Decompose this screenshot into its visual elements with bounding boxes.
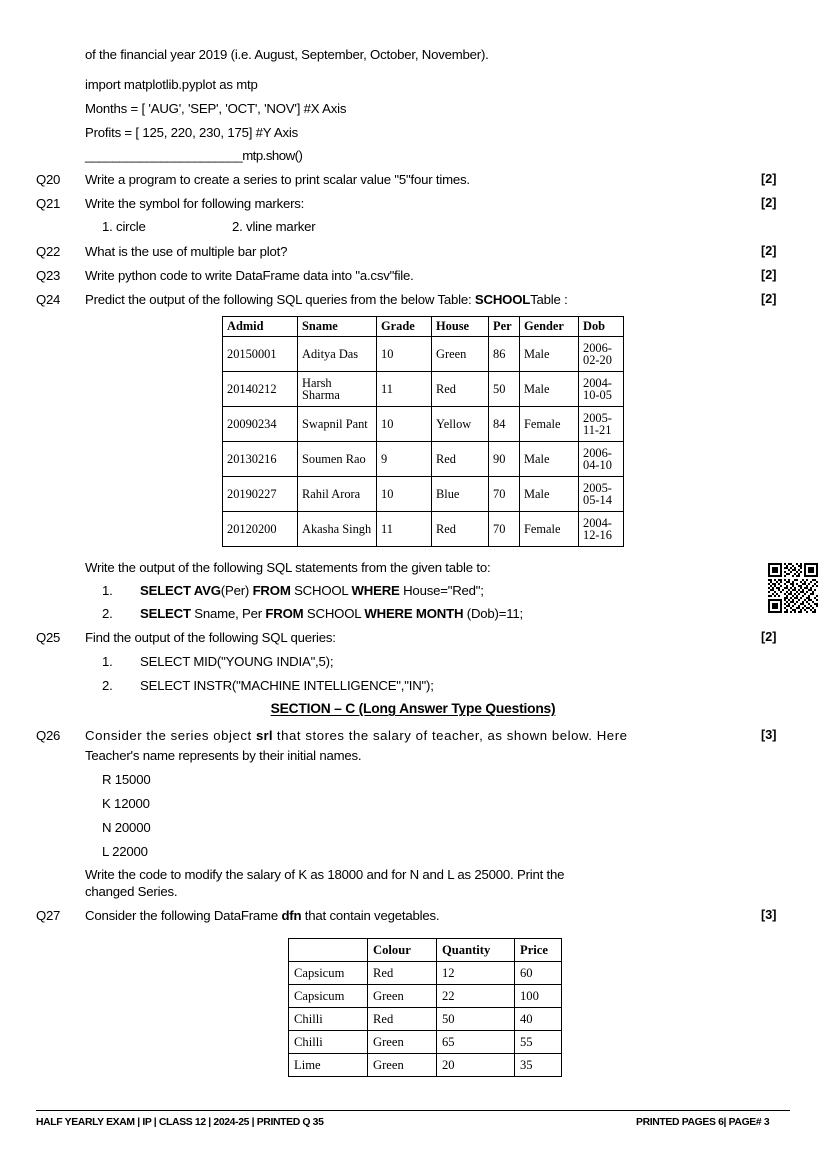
marks-q21: [2]	[761, 196, 777, 210]
question-number-q21: Q21	[36, 196, 61, 211]
school-table	[222, 316, 624, 547]
question-number-q27: Q27	[36, 908, 61, 923]
marks-q25: [2]	[761, 630, 777, 644]
table-row	[289, 1031, 562, 1054]
cell-sname: Rahil Arora	[298, 477, 377, 512]
question-number-q20: Q20	[36, 172, 61, 187]
cell-gender: Male	[520, 442, 579, 477]
q26-series-item-2: K 12000	[102, 796, 150, 811]
marks-q23: [2]	[761, 268, 777, 282]
cell-house: Blue	[432, 477, 489, 512]
question-text-q25: Find the output of the following SQL queries:	[85, 630, 336, 645]
cell-index: Chilli	[289, 1031, 368, 1054]
cell-house: Red	[432, 372, 489, 407]
table-row	[223, 372, 624, 407]
cell-quantity: 20	[437, 1054, 515, 1077]
question-number-q25: Q25	[36, 630, 61, 645]
cell-house: Red	[432, 512, 489, 547]
q25-item-1-text: SELECT MID("YOUNG INDIA",5);	[140, 654, 334, 669]
cell-price: 55	[515, 1031, 562, 1054]
school-col-dob: Dob	[579, 317, 624, 337]
cell-price: 60	[515, 962, 562, 985]
sql-text: (Dob)=11;	[466, 606, 523, 621]
q21-item-1: 1. circle	[102, 219, 146, 234]
table-row	[289, 962, 562, 985]
veg-col-colour: Colour	[368, 939, 437, 962]
cell-gender: Male	[520, 372, 579, 407]
cell-admid: 20120200	[223, 512, 298, 547]
cell-colour: Green	[368, 1054, 437, 1077]
cell-sname: Swapnil Pant	[298, 407, 377, 442]
question-text-q26-line2: Teacher's name represents by their initial names.	[85, 748, 362, 763]
cell-gender: Male	[520, 337, 579, 372]
q26-text-after: that stores the salary of teacher, as shown below. Here	[272, 728, 628, 743]
table-row	[223, 512, 624, 547]
marks-q22: [2]	[761, 244, 777, 258]
qr-code-icon	[768, 563, 818, 613]
cell-per: 50	[489, 372, 520, 407]
cell-gender: Male	[520, 477, 579, 512]
cell-dob: 2004-12-16	[579, 512, 624, 547]
table-row	[289, 985, 562, 1008]
q24-statement-2	[140, 606, 523, 621]
table-row	[223, 477, 624, 512]
sql-keyword: FROM	[265, 606, 307, 621]
intro-line-1: of the financial year 2019 (i.e. August, September, October, November).	[85, 47, 489, 62]
question-text-q27	[85, 908, 439, 923]
cell-admid: 20140212	[223, 372, 298, 407]
cell-colour: Red	[368, 1008, 437, 1031]
cell-dob: 2006-04-10	[579, 442, 624, 477]
question-text-q22: What is the use of multiple bar plot?	[85, 244, 288, 259]
cell-admid: 20150001	[223, 337, 298, 372]
marks-q26: [3]	[761, 728, 777, 742]
sql-keyword: FROM	[252, 583, 295, 598]
school-col-gender: Gender	[520, 317, 579, 337]
q24-text-before: Predict the output of the following SQL queries from the below Table:	[85, 292, 475, 307]
question-number-q24: Q24	[36, 292, 61, 307]
q24-statement-2-number: 2.	[102, 606, 113, 621]
q26-series-name: srl	[255, 728, 273, 743]
sql-keyword: SELECT AVG	[140, 583, 221, 598]
q25-item-1-number: 1.	[102, 654, 113, 669]
section-c-heading	[0, 701, 826, 716]
q21-item-2: 2. vline marker	[232, 219, 316, 234]
cell-price: 100	[515, 985, 562, 1008]
cell-grade: 9	[377, 442, 432, 477]
intro-line-2: import matplotlib.pyplot as mtp	[85, 77, 258, 92]
sql-text: Sname, Per	[194, 606, 266, 621]
cell-per: 86	[489, 337, 520, 372]
veg-col-index	[289, 939, 368, 962]
school-col-grade: Grade	[377, 317, 432, 337]
cell-admid: 20090234	[223, 407, 298, 442]
q26-series-item-3: N 20000	[102, 820, 151, 835]
marks-q24: [2]	[761, 292, 777, 306]
sql-text: SCHOOL	[306, 606, 365, 621]
sql-text: House="Red";	[403, 583, 484, 598]
veg-col-quantity: Quantity	[437, 939, 515, 962]
q24-table-name: SCHOOL	[474, 292, 531, 307]
cell-dob: 2005-11-21	[579, 407, 624, 442]
section-c-title: SECTION – C	[270, 701, 356, 716]
q24-prompt: Write the output of the following SQL statements from the given table to:	[85, 560, 491, 575]
school-col-per: Per	[489, 317, 520, 337]
cell-dob: 2004-10-05	[579, 372, 624, 407]
cell-grade: 10	[377, 337, 432, 372]
sql-keyword: SELECT	[140, 606, 195, 621]
question-text-q20: Write a program to create a series to print scalar value "5"four times.	[85, 172, 470, 187]
q26-series-item-1: R 15000	[102, 772, 151, 787]
q26-text-before: Consider the series object	[85, 728, 256, 743]
cell-per: 90	[489, 442, 520, 477]
cell-index: Chilli	[289, 1008, 368, 1031]
cell-colour: Red	[368, 962, 437, 985]
cell-quantity: 65	[437, 1031, 515, 1054]
question-text-q24	[85, 292, 568, 307]
q27-text-after: that contain vegetables.	[301, 908, 440, 923]
question-text-q26-line1	[85, 728, 740, 743]
blank-fill-line: _______________________mtp.show()	[85, 148, 303, 163]
cell-colour: Green	[368, 1031, 437, 1054]
question-number-q22: Q22	[36, 244, 61, 259]
vegetables-dataframe-table	[288, 938, 562, 1077]
cell-per: 84	[489, 407, 520, 442]
cell-price: 35	[515, 1054, 562, 1077]
q27-dataframe-name: dfn	[281, 908, 302, 923]
question-number-q23: Q23	[36, 268, 61, 283]
cell-grade: 10	[377, 477, 432, 512]
cell-admid: 20130216	[223, 442, 298, 477]
cell-quantity: 12	[437, 962, 515, 985]
q25-item-2-text: SELECT INSTR("MACHINE INTELLIGENCE","IN");	[140, 678, 434, 693]
cell-grade: 11	[377, 512, 432, 547]
cell-house: Yellow	[432, 407, 489, 442]
cell-sname: Harsh Sharma	[298, 372, 377, 407]
cell-sname: Akasha Singh	[298, 512, 377, 547]
school-col-house: House	[432, 317, 489, 337]
cell-per: 70	[489, 477, 520, 512]
q26-series-item-4: L 22000	[102, 844, 148, 859]
cell-per: 70	[489, 512, 520, 547]
cell-grade: 11	[377, 372, 432, 407]
cell-dob: 2005-05-14	[579, 477, 624, 512]
q26-instruction-line1: Write the code to modify the salary of K as 18000 and for N and L as 25000. Print the	[85, 867, 565, 882]
marks-q27: [3]	[761, 908, 777, 922]
question-number-q26: Q26	[36, 728, 61, 743]
footer-left-text: HALF YEARLY EXAM | IP | CLASS 12 | 2024-25 | PRINTED Q 35	[36, 1117, 324, 1128]
footer-right-text: PRINTED PAGES 6| PAGE# 3	[636, 1117, 770, 1128]
table-row	[289, 1054, 562, 1077]
cell-sname: Aditya Das	[298, 337, 377, 372]
q24-statement-1	[140, 583, 484, 598]
table-row	[289, 1008, 562, 1031]
q25-item-2-number: 2.	[102, 678, 113, 693]
cell-index: Capsicum	[289, 985, 368, 1008]
school-col-sname: Sname	[298, 317, 377, 337]
table-row	[223, 407, 624, 442]
cell-grade: 10	[377, 407, 432, 442]
section-c-subtitle: (Long Answer Type Questions)	[355, 701, 556, 716]
intro-line-4: Profits = [ 125, 220, 230, 175] #Y Axis	[85, 125, 298, 140]
footer-divider	[36, 1110, 790, 1111]
cell-gender: Female	[520, 512, 579, 547]
q26-instruction-line2: changed Series.	[85, 884, 178, 899]
cell-price: 40	[515, 1008, 562, 1031]
sql-keyword: WHERE	[351, 583, 404, 598]
veg-col-price: Price	[515, 939, 562, 962]
table-row	[223, 442, 624, 477]
q24-text-after: Table :	[530, 292, 568, 307]
cell-dob: 2006-02-20	[579, 337, 624, 372]
cell-admid: 20190227	[223, 477, 298, 512]
cell-quantity: 50	[437, 1008, 515, 1031]
sql-keyword: WHERE MONTH	[364, 606, 467, 621]
table-row	[223, 337, 624, 372]
sql-text: SCHOOL	[294, 583, 352, 598]
q24-statement-1-number: 1.	[102, 583, 113, 598]
question-text-q23: Write python code to write DataFrame data into "a.csv"file.	[85, 268, 414, 283]
cell-quantity: 22	[437, 985, 515, 1008]
cell-index: Capsicum	[289, 962, 368, 985]
cell-house: Red	[432, 442, 489, 477]
cell-house: Green	[432, 337, 489, 372]
sql-text: (Per)	[220, 583, 253, 598]
intro-line-3: Months = [ 'AUG', 'SEP', 'OCT', 'NOV'] #X Axis	[85, 101, 347, 116]
cell-sname: Soumen Rao	[298, 442, 377, 477]
question-text-q21: Write the symbol for following markers:	[85, 196, 305, 211]
cell-index: Lime	[289, 1054, 368, 1077]
veg-table-header-row	[289, 939, 562, 962]
cell-gender: Female	[520, 407, 579, 442]
marks-q20: [2]	[761, 172, 777, 186]
school-col-admid: Admid	[223, 317, 298, 337]
q27-text-before: Consider the following DataFrame	[85, 908, 282, 923]
cell-colour: Green	[368, 985, 437, 1008]
school-table-header-row	[223, 317, 624, 337]
